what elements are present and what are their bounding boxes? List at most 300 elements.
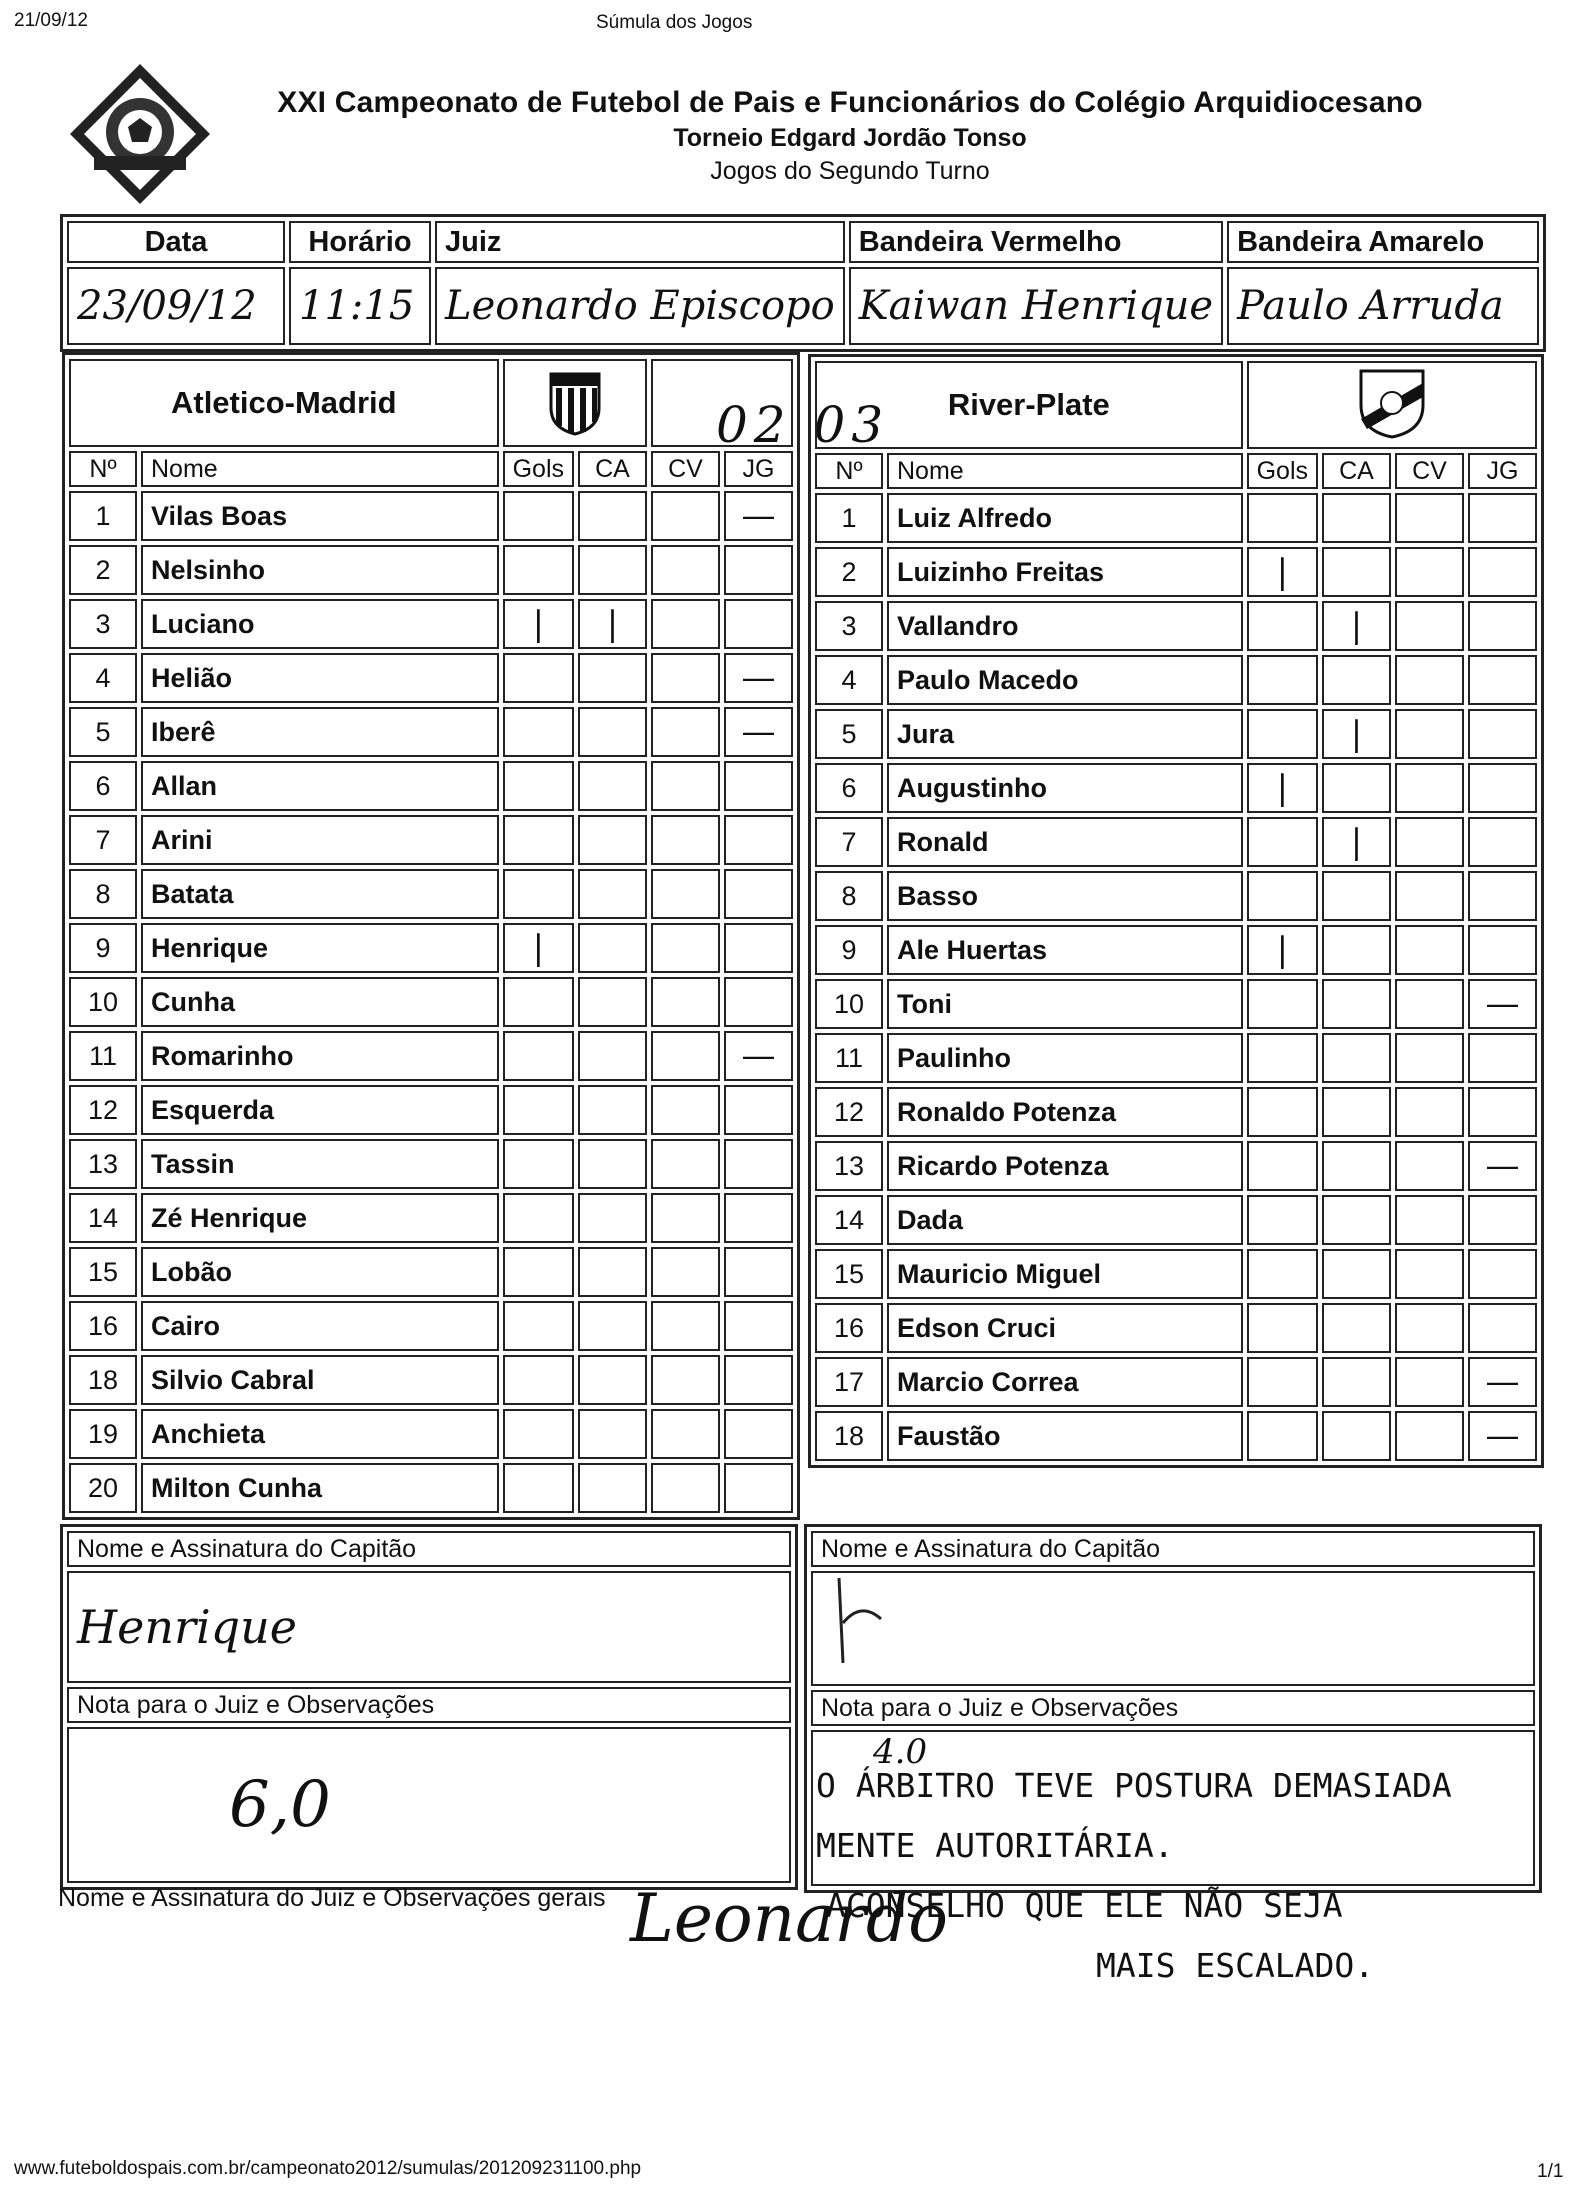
player-row xyxy=(69,1031,793,1081)
team-a-captain-box xyxy=(60,1524,798,1890)
player-goals xyxy=(1247,493,1318,543)
notes-label: Nota para o Juiz e Observações xyxy=(67,1687,791,1723)
player-yellow-card xyxy=(578,1409,647,1459)
player-name: Jura xyxy=(887,709,1243,759)
championship-crest-icon xyxy=(66,60,214,208)
player-red-card xyxy=(651,545,720,595)
team-a-name: Atletico-Madrid xyxy=(69,359,499,447)
player-red-card xyxy=(1395,925,1464,975)
player-yellow-card xyxy=(1322,925,1391,975)
player-played xyxy=(724,1247,793,1297)
player-row xyxy=(69,977,793,1027)
player-played xyxy=(1468,601,1537,651)
player-yellow-card xyxy=(1322,655,1391,705)
player-goals xyxy=(503,1355,574,1405)
player-yellow-card xyxy=(1322,1411,1391,1461)
player-red-card xyxy=(1395,1087,1464,1137)
player-name: Ricardo Potenza xyxy=(887,1141,1243,1191)
player-played: — xyxy=(1468,1141,1537,1191)
col-name: Nome xyxy=(887,453,1243,489)
observation-line: MAIS ESCALADO. xyxy=(1096,1946,1375,1985)
player-played xyxy=(1468,1195,1537,1245)
date-header: Data xyxy=(67,221,285,263)
player-played xyxy=(724,599,793,649)
time-header: Horário xyxy=(289,221,431,263)
player-name: Lobão xyxy=(141,1247,499,1297)
col-yellow-card: CA xyxy=(578,451,647,487)
player-yellow-card xyxy=(578,1355,647,1405)
player-name: Augustinho xyxy=(887,763,1243,813)
player-yellow-card: | xyxy=(1322,817,1391,867)
player-name: Basso xyxy=(887,871,1243,921)
player-name: Mauricio Miguel xyxy=(887,1249,1243,1299)
officials-table xyxy=(60,214,1546,352)
player-name: Silvio Cabral xyxy=(141,1355,499,1405)
player-yellow-card xyxy=(578,653,647,703)
col-red-card: CV xyxy=(1395,453,1464,489)
player-row xyxy=(69,1193,793,1243)
player-yellow-card xyxy=(578,1301,647,1351)
captain-label: Nome e Assinatura do Capitão xyxy=(67,1531,791,1567)
player-red-card xyxy=(651,653,720,703)
player-yellow-card xyxy=(578,923,647,973)
player-played xyxy=(724,1085,793,1135)
player-goals xyxy=(1247,1249,1318,1299)
referee-rating: 6,0 xyxy=(67,1727,791,1883)
notes-label: Nota para o Juiz e Observações xyxy=(811,1690,1535,1726)
player-row xyxy=(815,1033,1537,1083)
player-goals: | xyxy=(503,923,574,973)
player-name: Cunha xyxy=(141,977,499,1027)
player-row xyxy=(815,1303,1537,1353)
player-name: Luizinho Freitas xyxy=(887,547,1243,597)
player-yellow-card xyxy=(1322,1087,1391,1137)
player-goals xyxy=(1247,601,1318,651)
player-goals xyxy=(503,1085,574,1135)
player-yellow-card xyxy=(1322,547,1391,597)
player-row xyxy=(69,1247,793,1297)
player-number: 1 xyxy=(69,491,137,541)
player-red-card xyxy=(1395,547,1464,597)
player-row xyxy=(815,655,1537,705)
player-red-card xyxy=(651,491,720,541)
player-name: Luciano xyxy=(141,599,499,649)
player-name: Paulo Macedo xyxy=(887,655,1243,705)
player-yellow-card xyxy=(578,707,647,757)
player-red-card xyxy=(1395,709,1464,759)
col-played: JG xyxy=(724,451,793,487)
col-played: JG xyxy=(1468,453,1537,489)
player-row xyxy=(69,869,793,919)
player-red-card xyxy=(651,1463,720,1513)
player-red-card xyxy=(651,1085,720,1135)
player-played xyxy=(1468,1303,1537,1353)
player-red-card xyxy=(1395,1357,1464,1407)
championship-title: XXI Campeonato de Futebol de Pais e Funcionários do Colégio Arquidiocesano xyxy=(277,86,1423,119)
player-row xyxy=(69,545,793,595)
player-name: Allan xyxy=(141,761,499,811)
player-yellow-card xyxy=(1322,1303,1391,1353)
player-yellow-card xyxy=(1322,1141,1391,1191)
player-red-card xyxy=(651,599,720,649)
player-played xyxy=(1468,925,1537,975)
player-red-card xyxy=(1395,1249,1464,1299)
player-played xyxy=(724,815,793,865)
player-played xyxy=(1468,1033,1537,1083)
player-yellow-card xyxy=(578,815,647,865)
player-row xyxy=(69,1463,793,1513)
player-red-card xyxy=(1395,763,1464,813)
player-goals xyxy=(503,545,574,595)
player-number: 11 xyxy=(69,1031,137,1081)
player-red-card xyxy=(651,923,720,973)
player-red-card xyxy=(651,1031,720,1081)
player-red-card xyxy=(651,1247,720,1297)
player-row xyxy=(815,763,1537,813)
player-name: Anchieta xyxy=(141,1409,499,1459)
player-number: 6 xyxy=(69,761,137,811)
player-number: 8 xyxy=(69,869,137,919)
player-red-card xyxy=(651,1139,720,1189)
match-date: 23/09/12 xyxy=(67,267,285,345)
player-number: 11 xyxy=(815,1033,883,1083)
player-row xyxy=(815,709,1537,759)
player-played xyxy=(1468,709,1537,759)
player-number: 3 xyxy=(69,599,137,649)
player-name: Henrique xyxy=(141,923,499,973)
player-number: 18 xyxy=(69,1355,137,1405)
player-name: Helião xyxy=(141,653,499,703)
player-name: Romarinho xyxy=(141,1031,499,1081)
player-goals xyxy=(503,869,574,919)
player-goals xyxy=(1247,1195,1318,1245)
red-flag-header: Bandeira Vermelho xyxy=(849,221,1223,263)
player-played: — xyxy=(724,491,793,541)
player-played xyxy=(724,1193,793,1243)
referee-signature: Leonardo xyxy=(630,1880,949,1957)
player-red-card xyxy=(1395,601,1464,651)
col-yellow-card: CA xyxy=(1322,453,1391,489)
player-number: 3 xyxy=(815,601,883,651)
player-red-card xyxy=(1395,871,1464,921)
player-goals: | xyxy=(1247,763,1318,813)
player-goals xyxy=(1247,655,1318,705)
col-red-card: CV xyxy=(651,451,720,487)
player-number: 12 xyxy=(815,1087,883,1137)
player-number: 20 xyxy=(69,1463,137,1513)
player-yellow-card xyxy=(578,869,647,919)
player-yellow-card xyxy=(1322,1357,1391,1407)
player-yellow-card xyxy=(1322,1033,1391,1083)
player-played xyxy=(724,761,793,811)
player-yellow-card xyxy=(578,491,647,541)
col-name: Nome xyxy=(141,451,499,487)
player-played: — xyxy=(1468,1357,1537,1407)
player-number: 4 xyxy=(815,655,883,705)
player-played xyxy=(1468,547,1537,597)
captain-label: Nome e Assinatura do Capitão xyxy=(811,1531,1535,1567)
player-name: Dada xyxy=(887,1195,1243,1245)
player-goals xyxy=(503,977,574,1027)
player-number: 14 xyxy=(815,1195,883,1245)
player-red-card xyxy=(651,707,720,757)
player-goals xyxy=(503,1139,574,1189)
player-goals xyxy=(1247,1303,1318,1353)
team-b-name: River-Plate xyxy=(815,361,1243,449)
player-goals xyxy=(503,1463,574,1513)
captain-signature-scribble xyxy=(821,1573,911,1673)
player-yellow-card xyxy=(1322,979,1391,1029)
player-goals: | xyxy=(503,599,574,649)
player-number: 15 xyxy=(69,1247,137,1297)
player-name: Luiz Alfredo xyxy=(887,493,1243,543)
player-yellow-card xyxy=(1322,1195,1391,1245)
player-yellow-card xyxy=(1322,1249,1391,1299)
player-number: 2 xyxy=(69,545,137,595)
player-number: 5 xyxy=(815,709,883,759)
player-goals xyxy=(1247,1411,1318,1461)
player-row xyxy=(815,1087,1537,1137)
print-title: Súmula dos Jogos xyxy=(596,12,753,33)
player-goals xyxy=(503,1031,574,1081)
player-name: Cairo xyxy=(141,1301,499,1351)
player-number: 19 xyxy=(69,1409,137,1459)
player-row xyxy=(815,817,1537,867)
player-yellow-card: | xyxy=(1322,709,1391,759)
player-played xyxy=(1468,655,1537,705)
observations-text xyxy=(816,1756,1575,1996)
player-red-card xyxy=(1395,655,1464,705)
player-yellow-card xyxy=(578,977,647,1027)
player-goals xyxy=(503,1193,574,1243)
player-goals xyxy=(503,707,574,757)
player-row xyxy=(69,1085,793,1135)
player-goals xyxy=(503,1247,574,1297)
player-played xyxy=(724,1139,793,1189)
player-row xyxy=(69,599,793,649)
player-name: Ale Huertas xyxy=(887,925,1243,975)
player-number: 9 xyxy=(815,925,883,975)
player-yellow-card: | xyxy=(1322,601,1391,651)
player-red-card xyxy=(1395,493,1464,543)
player-number: 6 xyxy=(815,763,883,813)
observation-line: ACONSELHO QUE ELE NÃO SEJA xyxy=(826,1886,1343,1925)
document-heading xyxy=(240,86,1460,186)
player-row xyxy=(69,1355,793,1405)
print-date: 21/09/12 xyxy=(14,10,88,31)
player-number: 13 xyxy=(69,1139,137,1189)
player-yellow-card xyxy=(578,545,647,595)
captain-signature xyxy=(811,1571,1535,1686)
player-played: — xyxy=(724,1031,793,1081)
player-goals xyxy=(1247,1357,1318,1407)
player-number: 16 xyxy=(815,1303,883,1353)
player-played xyxy=(1468,817,1537,867)
player-played xyxy=(1468,493,1537,543)
col-goals: Gols xyxy=(503,451,574,487)
player-row xyxy=(69,1301,793,1351)
player-played: — xyxy=(1468,1411,1537,1461)
col-number: Nº xyxy=(815,453,883,489)
player-yellow-card xyxy=(1322,871,1391,921)
player-goals xyxy=(1247,817,1318,867)
player-played xyxy=(1468,1249,1537,1299)
river-plate-crest-icon xyxy=(1247,361,1537,449)
player-red-card xyxy=(651,1193,720,1243)
player-goals xyxy=(1247,1141,1318,1191)
player-played: — xyxy=(1468,979,1537,1029)
player-goals xyxy=(503,653,574,703)
player-played xyxy=(724,977,793,1027)
player-yellow-card: | xyxy=(578,599,647,649)
player-row xyxy=(69,1139,793,1189)
player-yellow-card xyxy=(578,761,647,811)
player-goals xyxy=(1247,1033,1318,1083)
player-played xyxy=(1468,871,1537,921)
player-yellow-card xyxy=(578,1085,647,1135)
player-red-card xyxy=(651,869,720,919)
player-name: Edson Cruci xyxy=(887,1303,1243,1353)
player-played xyxy=(1468,1087,1537,1137)
round-name: Jogos do Segundo Turno xyxy=(710,157,990,185)
player-number: 10 xyxy=(69,977,137,1027)
player-played xyxy=(724,923,793,973)
player-played xyxy=(724,1463,793,1513)
player-number: 4 xyxy=(69,653,137,703)
player-row xyxy=(815,1195,1537,1245)
player-name: Ronald xyxy=(887,817,1243,867)
page-number: 1/1 xyxy=(1537,2161,1564,2182)
referee-rating: 4.0 xyxy=(873,1732,928,1772)
player-row xyxy=(815,1357,1537,1407)
player-yellow-card xyxy=(578,1031,647,1081)
player-row xyxy=(69,653,793,703)
player-red-card xyxy=(651,1355,720,1405)
player-row xyxy=(815,1141,1537,1191)
player-goals xyxy=(503,1409,574,1459)
player-number: 1 xyxy=(815,493,883,543)
player-red-card xyxy=(651,761,720,811)
player-name: Nelsinho xyxy=(141,545,499,595)
player-row xyxy=(815,979,1537,1029)
player-red-card xyxy=(1395,979,1464,1029)
player-red-card xyxy=(651,977,720,1027)
player-yellow-card xyxy=(578,1193,647,1243)
player-name: Esquerda xyxy=(141,1085,499,1135)
player-number: 10 xyxy=(815,979,883,1029)
player-goals xyxy=(503,761,574,811)
player-goals xyxy=(503,491,574,541)
observation-line: MENTE AUTORITÁRIA. xyxy=(816,1826,1174,1865)
player-yellow-card xyxy=(578,1139,647,1189)
col-goals: Gols xyxy=(1247,453,1318,489)
player-row xyxy=(69,1409,793,1459)
player-name: Toni xyxy=(887,979,1243,1029)
red-flag-name: Kaiwan Henrique xyxy=(849,267,1223,345)
player-row xyxy=(815,547,1537,597)
referee-header: Juiz xyxy=(435,221,845,263)
player-yellow-card xyxy=(578,1247,647,1297)
player-row xyxy=(815,493,1537,543)
tournament-name: Torneio Edgard Jordão Tonso xyxy=(673,124,1027,152)
player-number: 13 xyxy=(815,1141,883,1191)
page-url: www.futeboldospais.com.br/campeonato2012/sumulas/201209231100.php xyxy=(14,2158,642,2179)
player-row xyxy=(815,1249,1537,1299)
player-goals xyxy=(1247,709,1318,759)
atletico-crest-icon xyxy=(503,359,647,447)
player-played xyxy=(724,869,793,919)
player-row xyxy=(69,491,793,541)
player-played xyxy=(724,1355,793,1405)
player-name: Marcio Correa xyxy=(887,1357,1243,1407)
player-number: 12 xyxy=(69,1085,137,1135)
col-number: Nº xyxy=(69,451,137,487)
player-played xyxy=(724,545,793,595)
player-name: Zé Henrique xyxy=(141,1193,499,1243)
team-b-roster xyxy=(808,354,1544,1468)
player-played: — xyxy=(724,707,793,757)
player-number: 16 xyxy=(69,1301,137,1351)
player-name: Faustão xyxy=(887,1411,1243,1461)
player-name: Iberê xyxy=(141,707,499,757)
player-number: 9 xyxy=(69,923,137,973)
yellow-flag-header: Bandeira Amarelo xyxy=(1227,221,1539,263)
player-red-card xyxy=(1395,1411,1464,1461)
player-row xyxy=(69,707,793,757)
player-goals xyxy=(1247,979,1318,1029)
player-played xyxy=(724,1409,793,1459)
player-red-card xyxy=(1395,1033,1464,1083)
player-number: 7 xyxy=(69,815,137,865)
player-red-card xyxy=(1395,1141,1464,1191)
yellow-flag-name: Paulo Arruda xyxy=(1227,267,1539,345)
captain-signature: Henrique xyxy=(67,1571,791,1683)
player-played xyxy=(724,1301,793,1351)
team-a-roster xyxy=(62,352,800,1520)
player-yellow-card xyxy=(578,1463,647,1513)
player-red-card xyxy=(651,1409,720,1459)
player-yellow-card xyxy=(1322,493,1391,543)
player-number: 14 xyxy=(69,1193,137,1243)
player-goals xyxy=(1247,1087,1318,1137)
player-number: 8 xyxy=(815,871,883,921)
match-time: 11:15 xyxy=(289,267,431,345)
player-row xyxy=(815,925,1537,975)
player-row xyxy=(815,601,1537,651)
player-played xyxy=(1468,763,1537,813)
player-number: 5 xyxy=(69,707,137,757)
player-row xyxy=(815,1411,1537,1461)
player-red-card xyxy=(1395,817,1464,867)
player-red-card xyxy=(1395,1195,1464,1245)
player-name: Ronaldo Potenza xyxy=(887,1087,1243,1137)
referee-signature-label: Nome e Assinatura do Juiz e Observações gerais xyxy=(58,1884,606,1912)
player-played: — xyxy=(724,653,793,703)
player-name: Batata xyxy=(141,869,499,919)
match-score: 02 03 xyxy=(716,396,890,454)
player-name: Vallandro xyxy=(887,601,1243,651)
player-row xyxy=(815,871,1537,921)
player-row xyxy=(69,815,793,865)
player-name: Arini xyxy=(141,815,499,865)
player-row xyxy=(69,761,793,811)
player-name: Vilas Boas xyxy=(141,491,499,541)
player-name: Milton Cunha xyxy=(141,1463,499,1513)
player-row xyxy=(69,923,793,973)
player-goals: | xyxy=(1247,547,1318,597)
observation-line: O ÁRBITRO TEVE POSTURA DEMASIADA xyxy=(816,1766,1452,1805)
player-number: 17 xyxy=(815,1357,883,1407)
